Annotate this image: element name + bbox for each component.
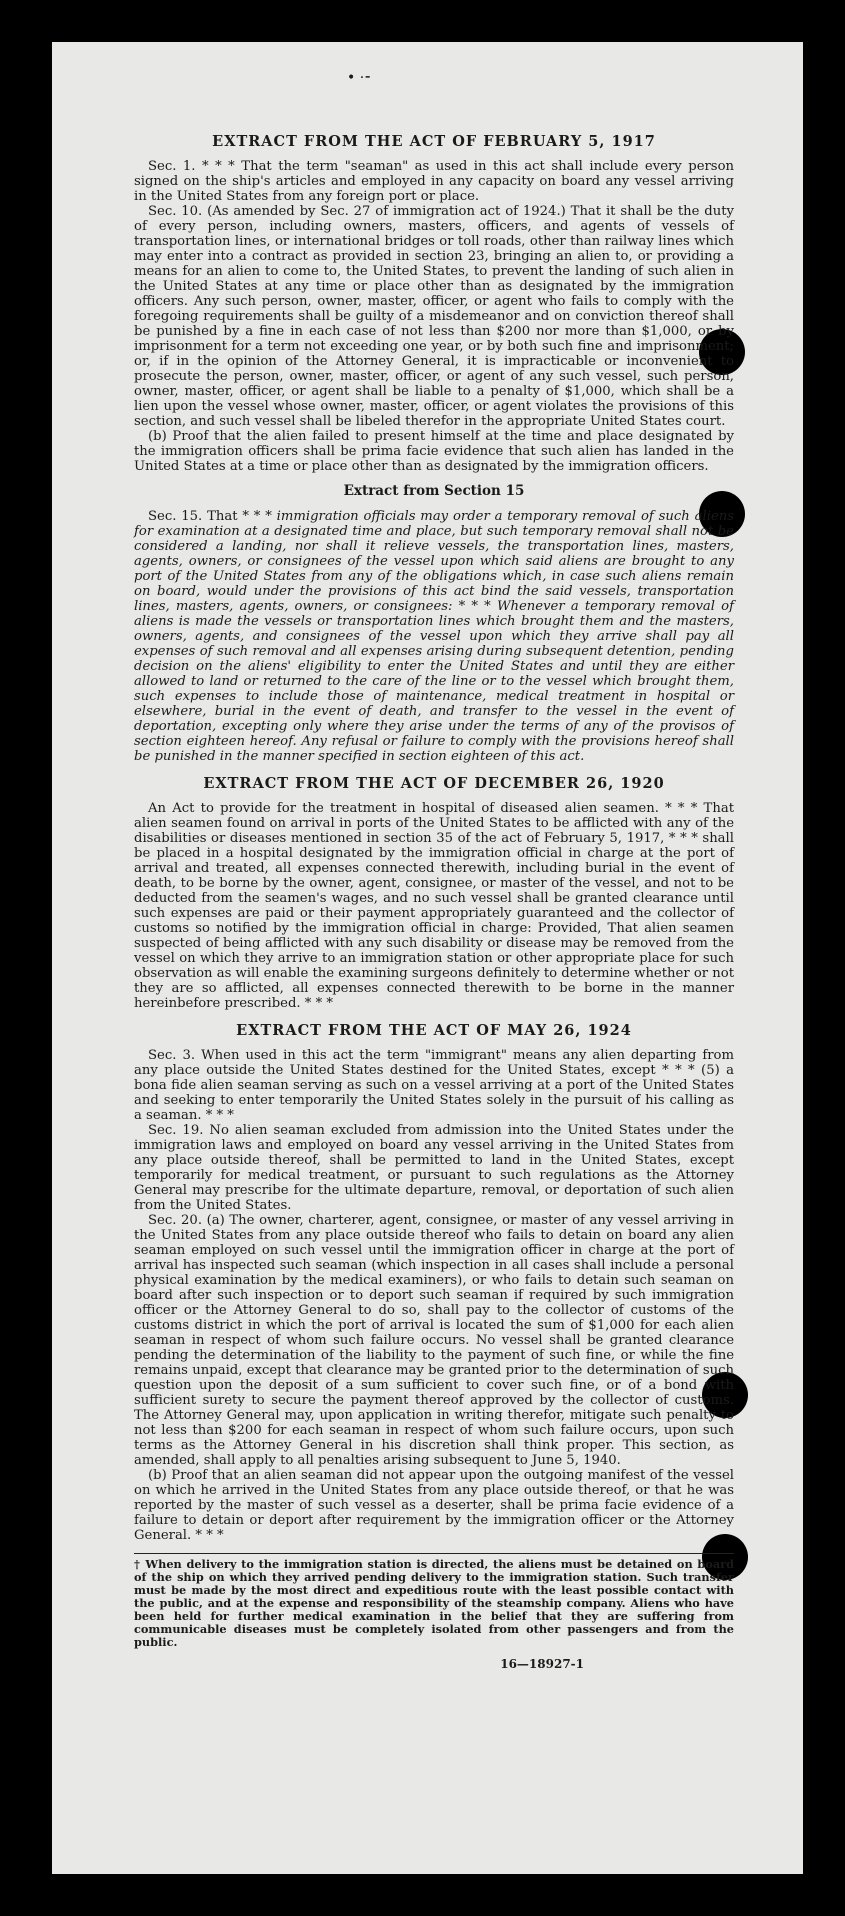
- section-10: Sec. 10. (As amended by Sec. 27 of immigration act of 1924.) That it shall be the duty of every person, including owners, masters, officers, and agents of vessels of transportation lines, or international bridges or toll roads, other than railway lines which may enter into a contract as provided in section 23, bringing an alien to, or providing a means for an alien to come to, the United States, to prevent the landing of such alien in the United States at any time or place other than as designated by the immigration officers. Any such person, owner, master, officer, or agent who fails to comply with the foregoing requirements shall be guilty of a misdemeanor and on conviction thereof shall be punished by a fine in each case of not less than $200 nor more than $1,000, or by imprisonment for a term not exceeding one year, or by both such fine and imprisonment; or, if in the opinion of the Attorney General, it is impracticable or inconvenient to prosecute the person, owner, master, officer, or agent of any such vessel, such person, owner, master, officer, or agent shall be liable to a penalty of $1,000, which shall be a lien upon the vessel whose owner, master, officer, or agent violates the provisions of this section, and such vessel shall be libeled therefor in the appropriate United States court.: [134, 204, 734, 429]
- section-20-b: (b) Proof that an alien seaman did not appear upon the outgoing manifest of the vessel on which he arrived in the United States from any place outside thereof, or that he was reported by the master of such vessel as a deserter, shall be prima facie evidence of a failure to detain or deport after requirement by the immigration officer or the Attorney General. * * *: [134, 1468, 734, 1543]
- section-10-b: (b) Proof that the alien failed to present himself at the time and place designated by the immigration officers shall be prima facie evidence that such alien has landed in the United States at a time or place other than as designated by the immigration officers.: [134, 429, 734, 474]
- section-19: Sec. 19. No alien seaman excluded from admission into the United States under the immigration laws and employed on board any vessel arriving in the United States from any place outside thereof, shall be permitted to land in the United States, except temporarily for medical treatment, or pursuant to such regulations as the Attorney General may prescribe for the ultimate departure, removal, or deportation of such alien from the United States.: [134, 1123, 734, 1213]
- document-number: 16—18927-1: [500, 1657, 584, 1671]
- heading-section-15: Extract from Section 15: [343, 483, 525, 499]
- document-page: [52, 42, 803, 1874]
- section-3: Sec. 3. When used in this act the term "immigrant" means any alien departing from any place outside the United States destined for the United States, except * * * (5) a bona fide alien seaman serving as such on a vessel arriving at a port of the United States and seeking to enter temporarily the United States solely in the pursuit of his calling as a seaman. * * *: [134, 1048, 734, 1123]
- section-15-text: immigration officials may order a temporary removal of such aliens for examination at a designated time and place, but such temporary removal shall not be considered a landing, nor shall it relieve vessels, the transportation lines, masters, agents, owners, or consignees of the vessel upon which said aliens are brought to any port of the United States from any of the obligations which, in case such aliens remain on board, would under the provisions of this act bind the said vessels, transportation lines, masters, agents, owners, or consignees: * * * Whenever a temporary removal of aliens is made the vessels or transportation lines which brought them and the masters, owners, agents, and consignees of the vessel upon which they arrive shall pay all expenses of such removal and all expenses arising during subsequent detention, pending decision on the aliens' eligibility to enter the United States and until they are either allowed to land or returned to the care of the line or to the vessel which brought them, such expenses to include those of maintenance, medical treatment in hospital or elsewhere, burial in the event of death, and transfer to the vessel in the event of deportation, excepting only where they arise under the terms of any of the provisos of section eighteen hereof. Any refusal or failure to comply with the provisions hereof shall be punished in the manner specified in section eighteen of this act.: [134, 509, 734, 764]
- act-1920-text: An Act to provide for the treatment in hospital of diseased alien seamen. * * * That alien seamen found on arrival in ports of the United States to be afflicted with any of the disabilities or diseases mentioned in section 35 of the act of February 5, 1917, * * * shall be placed in a hospital designated by the immigration official in charge at the port of arrival and treated, all expenses connected therewith, including burial in the event of death, to be borne by the owner, agent, consignee, or master of the vessel, and not to be deducted from the seamen's wages, and no such vessel shall be granted clearance until such expenses are paid or their payment appropriately guaranteed and the collector of customs so notified by the immigration official in charge: Provided, That alien seamen suspected of being afflicted with any such disability or disease may be removed from the vessel on which they arrive to an immigration station or other appropriate place for such observation as will enable the examining surgeons definitely to determine whether or not they are so afflicted, all expenses connected therewith to be borne in the manner hereinbefore prescribed. * * *: [134, 801, 734, 1011]
- top-marks: • ·⁃: [347, 70, 372, 86]
- heading-act-1924: EXTRACT FROM THE ACT OF MAY 26, 1924: [236, 1022, 632, 1039]
- heading-act-1917: EXTRACT FROM THE ACT OF FEBRUARY 5, 1917: [212, 133, 656, 150]
- footnote: † When delivery to the immigration station is directed, the aliens must be detained on board of the ship on which they arrived pending delivery to the immigration station. Such transfer must be made by the most direct and expeditious route with the least possible contact with the public, and at the expense and responsibility of the steamship company. Aliens who have been held for further medical examination in the belief that they are suffering from communicable diseases must be completely isolated from other passengers and from the public.: [134, 1553, 734, 1649]
- section-15-label: Sec. 15. That * * *: [148, 509, 277, 524]
- section-20-a: Sec. 20. (a) The owner, charterer, agent, consignee, or master of any vessel arriving in the United States from any place outside thereof who fails to detain on board any alien seaman employed on such vessel until the immigration officer in charge at the port of arrival has inspected such seaman (which inspection in all cases shall include a personal physical examination by the medical examiners), or who fails to detain such seaman on board after such inspection or to deport such seaman if required by such immigration officer or the Attorney General to do so, shall pay to the collector of customs of the customs district in which the port of arrival is located the sum of $1,000 for each alien seaman in respect of whom such failure occurs. No vessel shall be granted clearance pending the determination of the liability to the payment of such fine, or while the fine remains unpaid, except that clearance may be granted prior to the determination of such question upon the deposit of a sum sufficient to cover such fine, or of a bond with sufficient surety to secure the payment thereof approved by the collector of customs. The Attorney General may, upon application in writing therefor, mitigate such penalty to not less than $200 for each seaman in respect of whom such failure occurs, upon such terms as the Attorney General in his discretion shall think proper. This section, as amended, shall apply to all penalties arising subsequent to June 5, 1940.: [134, 1213, 734, 1468]
- section-15: [134, 509, 734, 764]
- document-body: [134, 134, 734, 1672]
- section-1: Sec. 1. * * * That the term "seaman" as used in this act shall include every person signed on the ship's articles and employed in any capacity on board any vessel arriving in the United States from any foreign port or place.: [134, 159, 734, 204]
- heading-act-1920: EXTRACT FROM THE ACT OF DECEMBER 26, 1920: [203, 775, 665, 792]
